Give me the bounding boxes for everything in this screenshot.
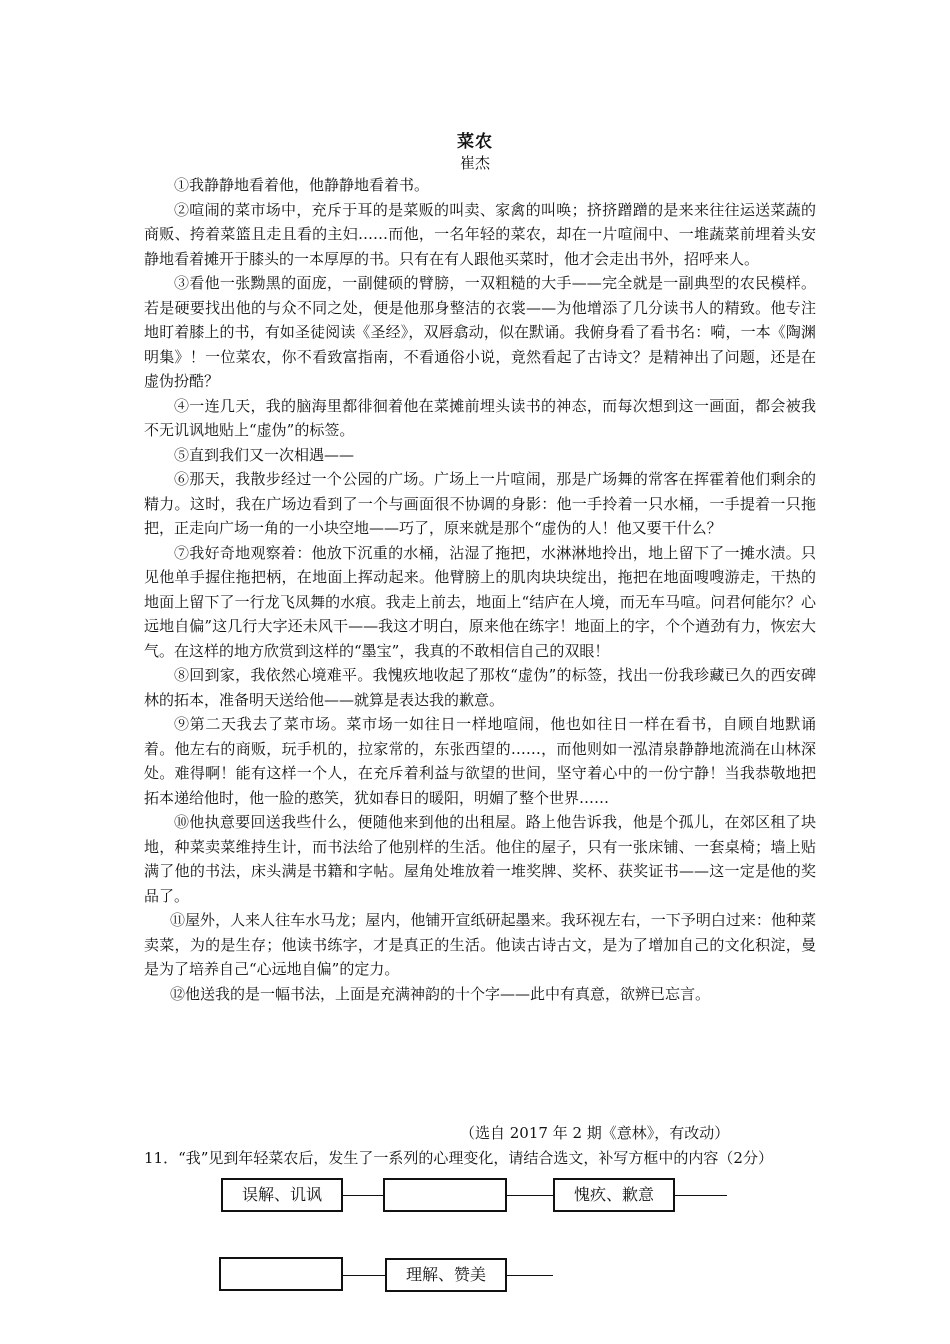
flow-connector xyxy=(341,1275,385,1276)
flow-box-understanding: 理解、赞美 xyxy=(385,1258,507,1292)
flow-connector xyxy=(505,1275,553,1276)
paragraph-6: ⑥那天，我散步经过一个公园的广场。广场上一片喧闹，那是广场舞的常客在挥霍着他们剩余的精力。这时，我在广场边看到了一个与画面很不协调的身影：他一手拎着一只水桶，一手提着一只拖把，正走向广场一角的一小块空地——巧了，原来就是那个“虚伪的人！他又要干什么？ xyxy=(144,470,816,537)
paragraph-11: ⑪屋外，人来人往车水马龙；屋内，他铺开宣纸研起墨来。我环视左右，一下予明白过来：他种菜卖菜，为的是生存；他读书练字，才是真正的生活。他读古诗古文，是为了增加自己的文化积淀，曼是为了培养自己“心远地自偏”的定力。 xyxy=(144,911,816,978)
article-title: 菜农 xyxy=(457,132,493,152)
paragraph-10: ⑩他执意要回送我些什么，便随他来到他的出租屋。路上他告诉我，他是个孤儿，在郊区租了块地，种菜卖菜维持生计，而书法给了他别样的生活。他住的屋子，只有一张床铺、一套桌椅；墙上贴满了他的书法，床头满是书籍和字帖。屋角处堆放着一堆奖牌、奖杯、获奖证书——这一定是他的奖品了。 xyxy=(144,813,816,905)
flow-box-blank-2[interactable] xyxy=(219,1257,343,1291)
paragraph-4: ④一连几天，我的脑海里都徘徊着他在菜摊前埋头读书的神态，而每次想到这一画面，都会被我不无讥讽地贴上“虚伪”的标签。 xyxy=(144,396,816,439)
paragraph-2: ②喧闹的菜市场中，充斥于耳的是菜贩的叫卖、家禽的叫唤；挤挤蹭蹭的是来来往往运送菜蔬的商贩、挎着菜篮且走且看的主妇……而他，一名年轻的菜农，却在一片喧闹中、一堆蔬菜前埋着头安静地看着摊开于膝头的一本厚厚的书。只有在有人跟他买菜时，他才会走出书外，招呼来人。 xyxy=(144,200,816,268)
paragraph-12: ⑫他送我的是一幅书法，上面是充满神韵的十个字——此中有真意，欲辨已忘言。 xyxy=(170,984,711,1003)
flow-connector xyxy=(673,1195,727,1196)
paragraph-3: ③看他一张黝黑的面庞，一副健硕的臂膀，一双粗糙的大手——完全就是一副典型的农民模样。若是硬要找出他的与众不同之处，便是他那身整洁的衣裳——为他增添了几分读书人的精致。他专注地盯着膝上的书，有如圣徒阅读《圣经》，双唇翕动，似在默诵。我俯身看了看书名：嗬，一本《陶渊明集》！一位菜农，你不看致富指南，不看通俗小说，竟然看起了古诗文？是精神出了问题，还是在虚伪扮酷？ xyxy=(144,274,816,390)
article-body xyxy=(144,173,816,1006)
article-author: 崔杰 xyxy=(459,154,490,172)
flow-box-blank-1[interactable] xyxy=(383,1178,507,1212)
paragraph-9: ⑨第二天我去了菜市场。菜市场一如往日一样地喧闹，他也如往日一样在看书，自顾自地默诵着。他左右的商贩，玩手机的，拉家常的，东张西望的……，而他则如一泓清泉静静地流淌在山林深处。难得啊！能有这样一个人，在充斥着利益与欲望的世间，坚守着心中的一份宁静！当我恭敬地把拓本递给他时，他一脸的憨笑，犹如春日的暖阳，明媚了整个世界…… xyxy=(144,715,816,807)
paragraph-8: ⑧回到家，我依然心境难平。我愧疚地收起了那枚“虚伪”的标签，找出一份我珍藏已久的西安碑林的拓本，准备明天送给他——就算是表达我的歉意。 xyxy=(144,666,816,709)
flow-connector xyxy=(505,1195,553,1196)
paragraph-5: ⑤直到我们又一次相遇—— xyxy=(174,445,355,464)
flow-box-misunderstanding: 误解、讥讽 xyxy=(221,1178,343,1212)
paragraph-1: ①我静静地看着他，他静静地看着书。 xyxy=(174,176,430,194)
flow-box-guilt: 愧疚、歉意 xyxy=(553,1178,675,1212)
paragraph-7: ⑦我好奇地观察着：他放下沉重的水桶，沾湿了拖把，水淋淋地拎出，地上留下了一摊水渍。只见他单手握住拖把柄，在地面上挥动起来。他臂膀上的肌肉块块绽出，拖把在地面嗖嗖游走，干热的地面上留下了一行龙飞凤舞的水痕。我走上前去，地面上“结庐在人境，而无车马喧。问君何能尔？心远地自偏”这几行大字还未风干——我这才明白，原来他在练字！地面上的字，个个遒劲有力，恢宏大气。在这样的地方欣赏到这样的“墨宝”，我真的不敢相信自己的双眼！ xyxy=(144,543,816,660)
source-note: （选自 2017 年 2 期《意林》，有改动） xyxy=(460,1124,730,1142)
flow-connector xyxy=(341,1195,383,1196)
question-11: 11．“我”见到年轻菜农后，发生了一系列的心理变化，请结合选文，补写方框中的内容（2分） xyxy=(144,1149,773,1167)
